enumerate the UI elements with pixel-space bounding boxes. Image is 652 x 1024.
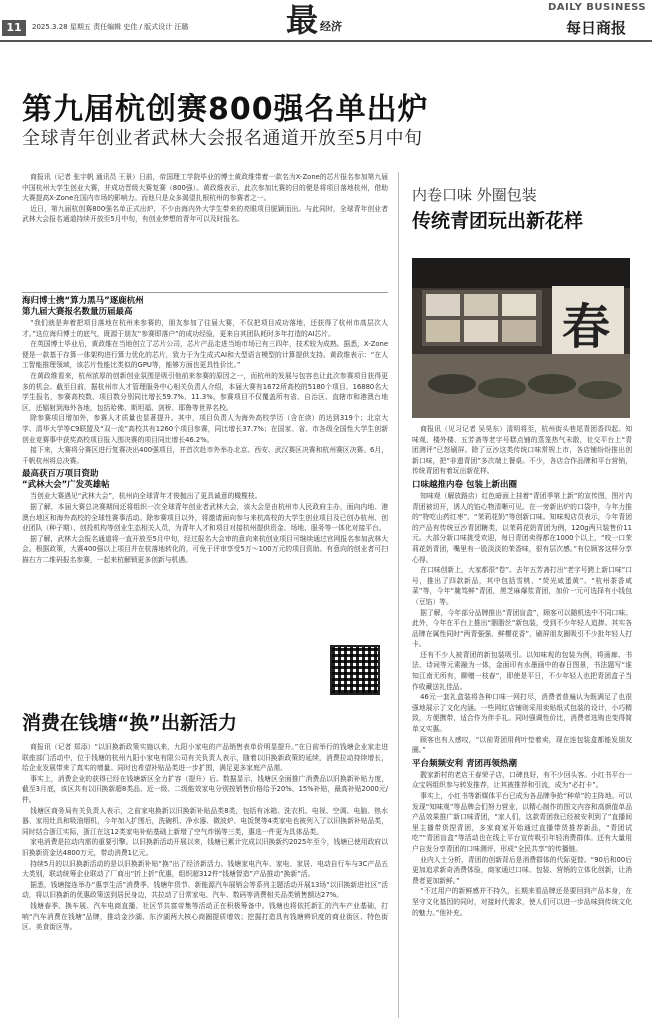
- box-paragraph: 接下来，大赛将分赛区进行复赛决出400强项目，并首次赴市外举办北京、西安、武汉赛区决赛和杭州赛区决赛。6月，千帆杭州将总决赛。: [22, 446, 388, 465]
- column-divider: [398, 172, 399, 1018]
- box-body: [22, 318, 388, 466]
- main-subheadline: 全球青年创业者武林大会报名通道开放至5月中旬: [22, 128, 423, 149]
- right-paragraph: 靓家新村的老店王春荣子店，口碑良好，有不少回头客。小红书平台一众宝妈组织参与转发推荐，让其被推荐和引流，成为“必打卡”。: [412, 770, 632, 790]
- box-paragraph: “我们就是奔着把项目落地在杭州来参赛的，朋友参加了往届大赛，不仅把项目成功落地，还获得了杭州市高层次人才。”这位海归博士的底气，既源于朋友“参赛即落户”的成功经验，更来自其团队耗时多年打造的AI芯片。: [22, 319, 388, 338]
- date-editor-line: 2025.3.28 星期五 责任编辑 史佳 / 版式设计 汪璐: [32, 23, 189, 31]
- right-section-title: 口味越推内卷 包装上新出圈: [412, 479, 517, 490]
- brand-english: DAILY BUSINESS: [548, 2, 647, 13]
- page-number: 11: [2, 20, 26, 36]
- second-headline: 消费在钱塘“换”出新活力: [22, 712, 237, 734]
- second-paragraph: 商报讯（记者 郑添）“以旧换新政策实施以来，九阳小家电的产品销售表单价明显提升。”在日前举行的钱塘企业家走进联座部门活动中，位于钱塘的杭州九阳小家电有限公司有关负责人表示，随着以旧换新政策的延续，消费拉动持续增长，给企业发展带来了真实的增量。同时也希望补贴品类进一步扩围，满足更多家庭产品需。: [22, 743, 388, 773]
- right-section-title: 平台频频安利 青团再领热潮: [412, 758, 517, 769]
- box-heading: “武林大会”广发英雄帖: [22, 480, 110, 491]
- right-paragraph: 顾客也有人感叹，“以前青团用荷叶垫着卖，现在连包装盒都能发朋友圈。”: [412, 735, 632, 755]
- photo-qingtuan-shop: [412, 258, 630, 418]
- right-kicker: 内卷口味 外圈包装: [412, 186, 537, 204]
- box-heading: 第九届大赛报名数量历届最高: [22, 307, 133, 317]
- box-heading: 海归博士携“算力黑马”逐鹿杭州: [22, 296, 144, 306]
- box-body-2: [22, 491, 388, 565]
- second-paragraph: 家电消费是拉动内需的重要引擎。以旧换新活动开展以来，钱塘已累计完成以旧换新约2025年至今，钱塘已使用政府以旧换新资金达4800万元，带动消费1亿元。: [22, 838, 388, 857]
- brand-chinese: 每日商报: [566, 19, 627, 37]
- second-paragraph: 事实上，消费企业的获得已经在钱塘新区全力扩容（提升）后。数据显示，钱塘区全面推广消费品以旧换新补贴力度，截至3月底，该区共有以旧换新超8类品、近一级、二级能效家电分别按销售价格给予20%、15%补贴，最高补贴2000元/件。: [22, 774, 388, 804]
- right-paragraph: 业内人士分析，青团的创新背后是消费群体的代际更替。“90后和00后更加追求新奇消费体验，商家通过口味、包装、营销的立体化创新，让消费者更加新鲜。”: [412, 855, 632, 885]
- section-mark: 最: [286, 1, 319, 39]
- right-paragraph: 事实上，小红书等新媒体平台已成为各品牌争抢“种草”的主阵地。可以发现“知味观”等品牌会们努力营业，以精心制作的图文内容和高颜值单品产品效果推广新口味青团，“家人们，这款青团我已经被安利到了”直播间里主播带货捏青团，多家商家开始通过直播带货推荐新品，“青团试吃”“青团盲盒”等活动也在线上平台宣传吸引年轻消费群体。还有大量用户自发分享青团的口味测评，形成“全民共享”的传播链。: [412, 792, 632, 853]
- second-body: [22, 742, 388, 933]
- right-paragraph: 据了解，今年部分品牌推出“青团盲盒”，顾客可以随机选中不同口味。此外，今年在平台上推出“胭脂丝”新包装，受到不少年轻人追捧。其实各品牌在属性同时“两青强强、鲜樱花香”，刷屏朋友圈吸引不少批年轻人打卡。: [412, 608, 632, 649]
- box-paragraph: 在黄政维看来，杭州浓厚的创新创业氛围是吸引他前来参赛的原因之一，而杭州的发展与包容也让此次参赛项目获得更多的机会。截至目前，据杭州市人才管理服务中心相关负责人介绍，本届大赛有1672所高校的5180个项目、16880名大学生报名，参赛高校数、项目数分别同比增长59.7%、11.3%。参赛项目不仅覆盖所有省、自治区、直辖市和港澳台地区，还辐射到海外各地，包括哈佛、斯坦福、剑桥、耶鲁等世界名校。: [22, 371, 388, 412]
- second-paragraph: 钱塘区商务局有关负责人表示，之前家电换新以旧换新补贴品类8类，包括有冰箱、洗衣机、电视、空调、电脑、热水器、家用灶具和吸油烟机，今年加入扩围后，洗碗机、净水器、微波炉、电饭煲等4类家电也被列入了以旧换新补贴品类，同时结合浙江实际，浙江在这12类家电补贴基础上新增了空气炸锅等三类，惠选一件更为具体品类。: [22, 806, 388, 836]
- box-paragraph: 在英国博士毕业后，黄政维在当地创立了芯片公司，芯片产品走进当地市场已有三四年，技术较为成熟。据悉，X-Zone便是一款基于存算一体架构进行算力优化的芯片，致力于为生成式AI和大型语言模型的计算提供支持。黄政维表示：“在人工智能推理领域，该芯片性能比类似的GPU等，能够方面也更具性价比。”: [22, 340, 388, 370]
- second-paragraph: 钱塘春季、换车展、汽车电商直播、社区节共富帝集等活动正在积极筹备中。钱塘也将依托新汇的汽车产业基础，打响“汽车消费在钱塘”品牌，推动金沙湖、东汐湖两大核心商圈提质增效；挖掘打造具有钱塘辨识度的商业街区、特色街区、美食街区等。: [22, 901, 388, 932]
- lead-paragraph: 近日，第九届杭创赛800强名单正式出炉，不少由海内外大学生带来的亮眼项目脱颖而出。与此同时，全球青年创业者武林大会报名通道持续开放至5月中旬，有创业梦想的青年可以及时报名。: [22, 204, 388, 224]
- right-headline: 传统青团玩出新花样: [412, 210, 584, 232]
- main-headline: 第九届杭创赛800强名单出炉: [22, 92, 429, 127]
- photo-sign: 春: [562, 299, 611, 355]
- right-paragraph: 还有不少人被青团的新包装吸引。以知味观的包装为例，将画廊、书法、诗词等元素融为一体，金面印有水墨画中的春日图景，书法题写“谁知江南无所有，聊赠一枝春”，即使是平日，不少年轻人也把青团盒子当作收藏送礼佳品。: [412, 650, 632, 691]
- qr-code[interactable]: [330, 645, 380, 695]
- right-paragraph: “不过用户的新鲜感并不持久，长期来看品牌还是要回到产品本身，在坚守文化基因的同时，对接时代需求，使人们可以进一步品味到传统文化的魅力。”他补充。: [412, 887, 632, 917]
- box-top-rule: [22, 292, 388, 293]
- box-paragraph: 据了解，武林大会报名通道将一直开放至5月中旬，经过报名大会审的意向来杭创业项目可继续通过官网报名参加武林大会。根据政策，大赛400强以上项目并在杭落地转化的，可免于评审享受5万～100万元的项目资助。有意向的创业者可扫描右方二维码报名参赛，一起来杭解锁更多创新与机遇。: [22, 534, 388, 564]
- right-paragraph: 商报讯（见习记者 吴昊东）清明将至，杭州街头巷尾青团香四起。知味观、楼外楼、五芳斋等老字号糕点铺的蒸笼热气未散，社交平台上“青团测评”已怒刷屏。除了豆沙这类传统口味常规上市，各店铺纷纷推出创新口味，把“非遗青团”多次端上餐桌。不少，各店合作品牌和平台营销，传统青团有着玩出新花样。: [412, 425, 632, 476]
- right-paragraph: 在口味创新上，大家都很“卷”。去年五芳斋打出“老字号跨上新口味”口号，推出了四款新品，其中包括雪桃、“荧光咸蛋黄”、“杭州茶香咸菜”等，今年“腌笃鲜”青团，黑芝麻爆浆青团，加价一元可选择有小钱包（豆馅）等。: [412, 566, 632, 606]
- lead-paragraph: 商报讯（记者 张宇帆 通讯员 王景）日前，帝国理工学院毕业的博士黄政维带着一款名为X-Zone的芯片报名参加第九届中国杭州大学生创业大赛，并成功晋级大赛复赛（800强）。黄政维表示，此次参加比赛的目的便是将项目落地杭州，借助大赛提高X-Zone在国内市场的影响力。而他只是众多渴望扎根杭州的参赛者之一。: [22, 173, 388, 203]
- box-paragraph: 当创业大赛遇见“武林大会”，杭州向全球青年才俊抛出了更具诚意的橄榄枝。: [30, 492, 262, 501]
- header-divider: [0, 40, 652, 42]
- right-body: [412, 424, 632, 918]
- left-box: [22, 296, 388, 565]
- right-paragraph: 知味观（解放路店）红色暗面上挂着“青团季第上新”的宣传图，图片内青团被切开，诱人的馅心物清晰可见。在一旁新出炉的口袋中，今年力推的“特吃山药红枣”、“茉莉花奶”等创新口味。知味观店员表示，今年青团的产品有传统豆沙青团糖类，以茉莉花奶青团为例，120g两只装售价11元。大部分新口味挑受欢迎，每日青团卖得都在1000个以上，“咬一口茉莉花奶青团，嘴里有一股淡淡的茉香味，很有层次感。”有位顾客这样分享心得。: [412, 491, 632, 564]
- right-paragraph: 46元一套礼盒装将各种口味一网打尽，消费者普遍认为既满足了也很强地展示了文化内涵。一些网红店铺则采用卖贴纸式包装的设计，小巧精致，方便携带，适合作为伴手礼。同时强调性价比，消费者选购也变得简单又实惠。: [412, 693, 632, 734]
- section-name: 经济: [320, 20, 342, 33]
- lead-body: [22, 172, 388, 225]
- box-paragraph: 据了解，本届大赛总决赛期间还将组织一次全球青年创业者武林大会，该大会是由杭州市人民政府主办，面向内地、港澳台地区和海外高校的全球性赛事活动。除参赛项目以外，将邀请面向参与来杭高校的大学生创业项目及已创办杭州、创业团队（种子期）、创投机构等创业生态相关人员，为青年人才和项目对接杭州提供资金、场地、服务等一体化对接平台。: [22, 502, 388, 533]
- second-paragraph: 据悉，钱塘接连举办“惠享生活”消费季、钱塘年货节、新能源汽车展销会等系列主题活动开展13场“以旧换新进社区”活动，将以旧换新的优惠政策送到居民身边，共拉动了日常家电、汽车、数码等消费相关品类销售额达27%。: [22, 880, 388, 900]
- box-paragraph: 除参赛项目增加外，参赛人才质量也显著提升。其中，项目负责人为海外高校学历（含在读）的达到319个；北京大学、清华大学等C9联盟及“双一流”高校共有1260个项目参赛，同比增长37.7%；在国家、省、市各级全国性大学生创新创业竞赛事中获奖高校项目报入围决赛的项目同比增长46.2%。: [22, 414, 388, 444]
- box-heading: 最高获百万项目资助: [22, 469, 99, 480]
- second-paragraph: 持续5月的以旧换新活动的是以旧换新补贴“换”出了经济新活力。钱塘家电汽车、家电、家居、电动自行车与3C产品五大类别，联动统筹企业联动了厂商出“折上折”优惠，组织超312件“钱塘智造”产品推动“换新”活。: [22, 859, 388, 879]
